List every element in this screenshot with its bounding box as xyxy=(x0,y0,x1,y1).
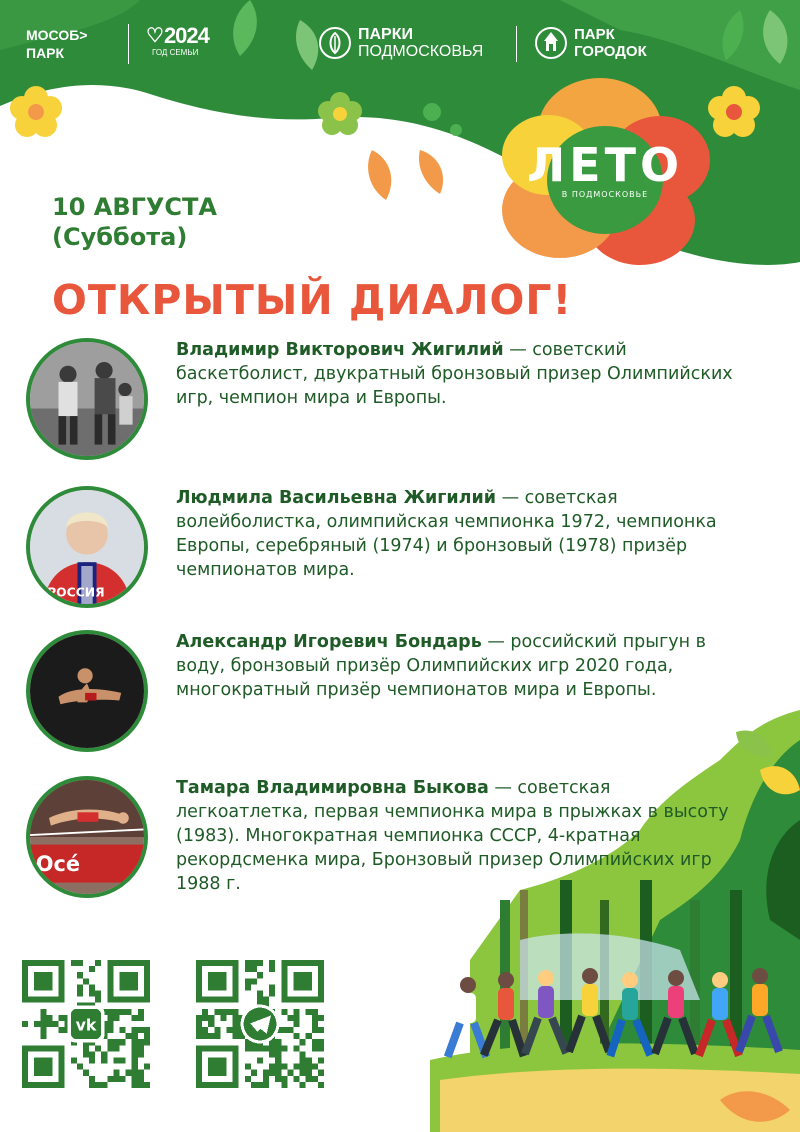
guest-bio xyxy=(176,776,736,896)
mosobl-park-line1: МОСОБ> xyxy=(26,27,88,43)
guest-name: Людмила Васильевна Жигилий xyxy=(176,488,496,508)
event-weekday: (Суббота) xyxy=(52,223,188,251)
jersey-text: РОССИЯ xyxy=(47,585,105,600)
park-gorodok-logo xyxy=(534,26,647,60)
mosobl-park-logo xyxy=(26,26,87,62)
year-of-family-logo xyxy=(146,24,209,58)
heart-icon: ♡ xyxy=(146,25,164,47)
guest-name: Владимир Викторович Жигилий xyxy=(176,340,504,360)
year-caption: ГОД СЕМЬИ xyxy=(152,48,199,57)
svg-text:vk: vk xyxy=(75,1015,97,1035)
event-date: 10 АВГУСТА xyxy=(52,193,217,221)
guest-name: Александр Игоревич Бондарь xyxy=(176,632,482,652)
park-logo-line1: ПАРК xyxy=(574,26,615,43)
guest-description: — советский баскетболист, двукратный бронзовый призер Олимпийских игр, чемпион мира и Европы. xyxy=(176,340,733,408)
guest-card xyxy=(26,486,726,616)
guest-description: — российский прыгун в воду, бронзовый призёр Олимпийских игр 2020 года, многократный призёр чемпионатов мира и Европы. xyxy=(176,632,706,700)
year-number: 2024 xyxy=(163,23,209,48)
guest-photo-diving xyxy=(26,630,148,752)
qr-pattern xyxy=(22,960,150,1088)
header-divider-2 xyxy=(516,26,517,62)
guest-bio xyxy=(176,630,736,702)
banner-text: Océ xyxy=(35,852,81,877)
guest-card xyxy=(26,338,733,468)
parks-logo-line2: ПОДМОСКОВЬЯ xyxy=(358,43,484,60)
guest-description: — советская легкоатлетка, первая чемпионка мира в прыжках в высоту (1983). Многократная чемпионка СССР, 4-кратная рекордсменка мира, Бронзовый призер Олимпийских игр 1988 г. xyxy=(176,778,729,894)
telegram-qr-code[interactable] xyxy=(196,960,324,1088)
park-logo-line2: ГОРОДОК xyxy=(574,43,647,60)
summer-logo-subtitle: В ПОДМОСКОВЬЕ xyxy=(561,190,649,199)
guest-description: — советская волейболистка, олимпийская чемпионка 1972, чемпионка Европы, серебряный (1974) и бронзовый (1978) призёр чемпионатов мира. xyxy=(176,488,717,580)
building-emblem-icon xyxy=(534,26,568,60)
guest-photo-basketball xyxy=(26,338,148,460)
qr-pattern xyxy=(196,960,324,1088)
guest-bio xyxy=(176,338,736,410)
guest-photo-volleyball xyxy=(26,486,148,608)
guest-card xyxy=(26,776,729,906)
guest-bio xyxy=(176,486,736,582)
parks-logo-line1: ПАРКИ xyxy=(358,26,413,43)
summer-logo-title: ЛЕТО xyxy=(526,138,684,192)
guest-name: Тамара Владимировна Быкова xyxy=(176,778,489,798)
event-date-block xyxy=(52,192,217,252)
summer-logo xyxy=(512,140,698,200)
guest-card xyxy=(26,630,726,760)
mosobl-park-line2: ПАРК xyxy=(26,45,65,61)
guest-photo-high-jump xyxy=(26,776,148,898)
leaf-emblem-icon xyxy=(318,26,352,60)
event-headline: ОТКРЫТЫЙ ДИАЛОГ! xyxy=(52,276,573,324)
header-divider xyxy=(128,24,129,64)
parks-podmoskovya-logo xyxy=(318,26,483,60)
vk-qr-code[interactable] xyxy=(22,960,150,1088)
